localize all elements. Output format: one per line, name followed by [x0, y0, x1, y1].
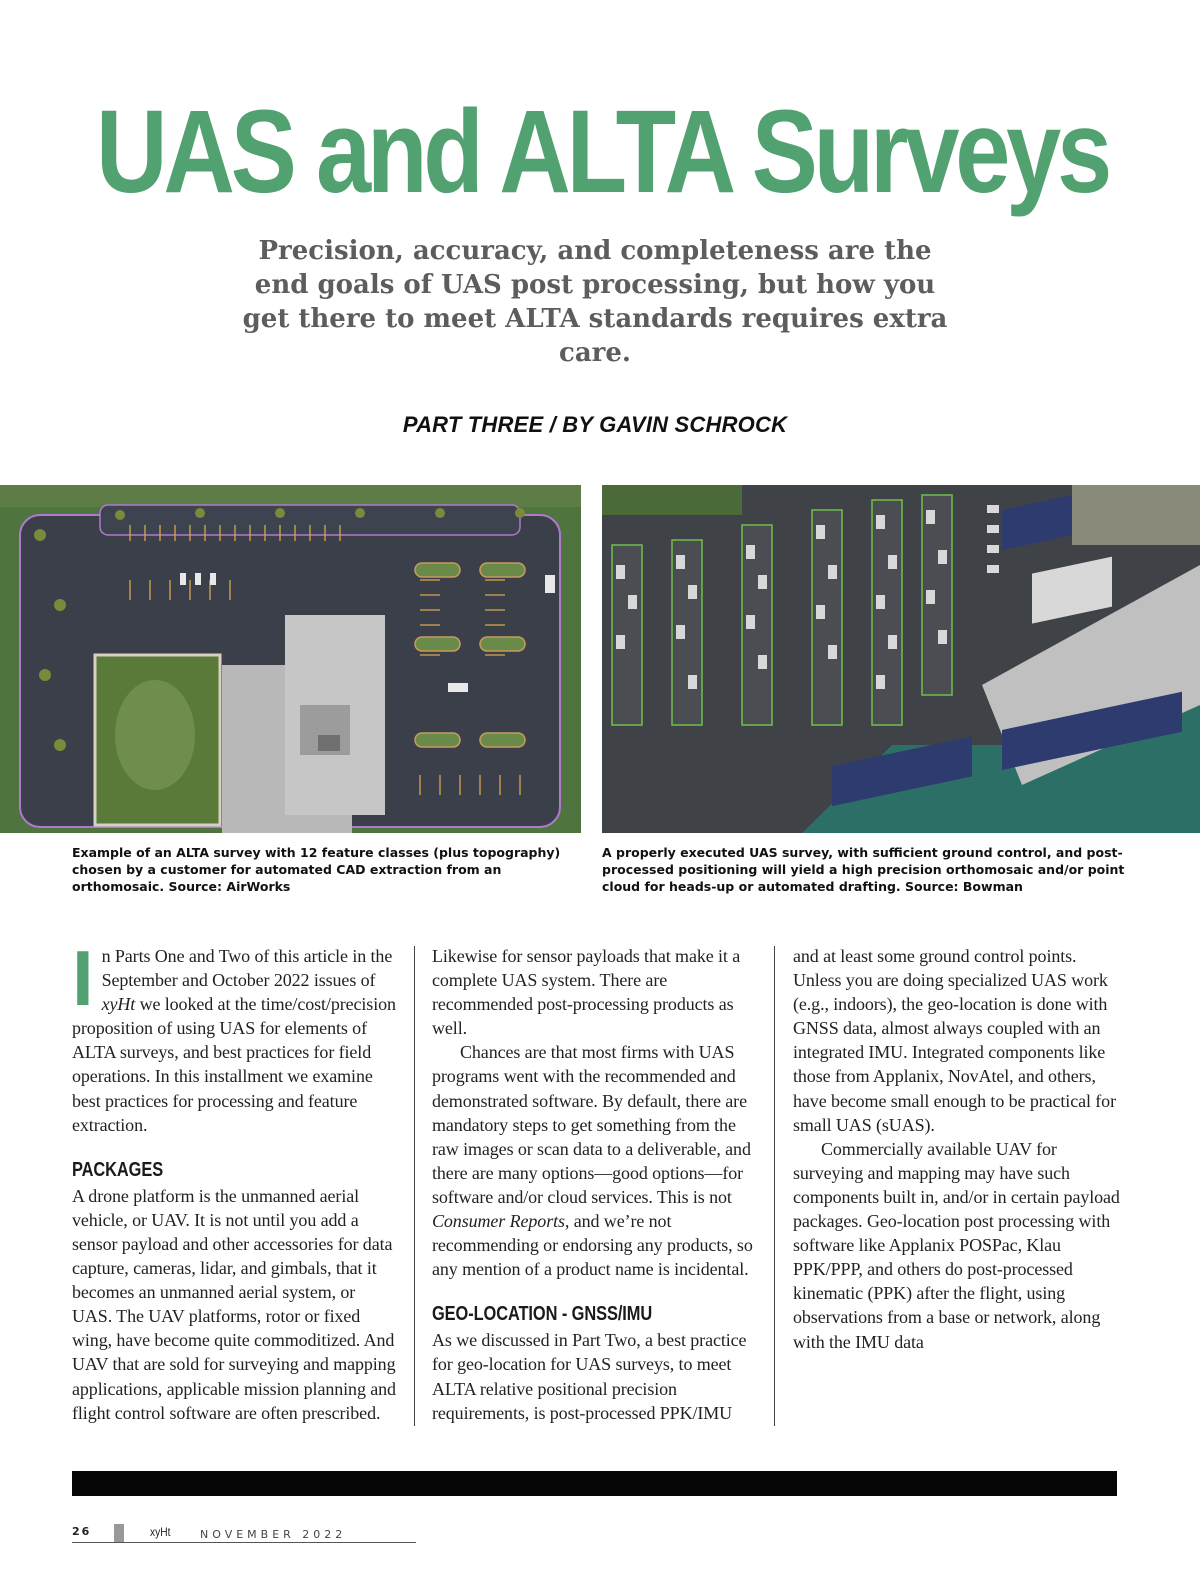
page-number: 26	[72, 1525, 92, 1538]
article-paragraph: Likewise for sensor payloads that make it a complete UAS system. There are recommended post-processing products as well.	[432, 946, 741, 1039]
drop-cap: I	[72, 934, 94, 1022]
folio-magazine: xyHt	[150, 1525, 171, 1539]
magazine-name: xyHt	[101, 994, 136, 1015]
folio-date: NOVEMBER 2022	[200, 1528, 347, 1541]
article-paragraph: and at least some ground control points. Unless you are doing specialized UAS work (e.g., indoors), the geo-location is done with GNSS data, almost always coupled with an integrated IMU. Integrated components like those from Applanix, NovAtel, and others, have become small enough to be practical for small UAS (sUAS).	[793, 946, 1116, 1135]
section-heading-packages: PACKAGES	[72, 1158, 164, 1181]
column-divider	[414, 946, 415, 1426]
article-paragraph: In Parts One and Two of this article in the September and October 2022 issues of xyHt we looked at the time/cost/precision proposition of using UAS for elements of ALTA surveys, and best practices for field operations. In this installment we examine best practices for processing and feature extraction.	[72, 934, 396, 1135]
article-column-1	[72, 934, 398, 1425]
article-paragraph: Commercially available UAV for surveying and mapping may have such components built in, and/or in certain payload packages. Geo-location post processing with software like Applanix POSPac, Klau PPK/PPP, and others do post-processed kinematic (PPK) after the flight, using observations from a base or network, along with the IMU data	[793, 1138, 1120, 1352]
figure-caption-right: A properly executed UAS survey, with sufficient ground control, and post-processed positioning will yield a high precision orthomosaic and/or point cloud for heads-up or automated drafting. Source: Bowman	[602, 845, 1125, 894]
article-paragraph: A drone platform is the unmanned aerial vehicle, or UAV. It is not until you add a sensor payload and other accessories for data capture, cameras, lidar, and gimbals, that it becomes an unmanned aerial system, or UAS. The UAV platforms, rotor or fixed wing, have become quite commoditized. And UAV that are sold for surveying and mapping applications, applicable mission planning and flight control software are often prescribed.	[72, 1185, 396, 1423]
article-column-2	[432, 944, 762, 1425]
folio-marker	[114, 1524, 124, 1543]
article-column-3	[793, 944, 1123, 1354]
figure-caption-left: Example of an ALTA survey with 12 feature classes (plus topography) chosen by a customer for automated CAD extraction from an orthomosaic. Source: AirWorks	[72, 845, 561, 894]
article-paragraph: As we discussed in Part Two, a best practice for geo-location for UAS surveys, to meet ALTA relative positional precision requirements, is post-processed PPK/IMU	[432, 1330, 747, 1423]
article-paragraph: Chances are that most firms with UAS programs went with the recommended and demonstrated software. By default, there are mandatory steps to get something from the raw images or scan data to a deliverable, and there are many options—good options—for software and/or cloud services. This is not Consumer Reports, and we’re not recommending or endorsing any products, so any mention of a product name is incidental.	[432, 1042, 753, 1280]
byline: PART THREE / BY GAVIN SCHROCK	[402, 412, 788, 437]
aerial-photo-orthomosaic	[602, 485, 1200, 833]
aerial-photo-alta-features	[0, 485, 581, 833]
section-heading-geo-location: GEO-LOCATION - GNSS/IMU	[432, 1303, 653, 1326]
footer-bar	[72, 1471, 1117, 1496]
deck-subtitle: Precision, accuracy, and completeness are the end goals of UAS post processing, but how you get there to meet ALTA standards requires extra care.	[242, 236, 948, 368]
folio-rule	[72, 1542, 416, 1543]
page-title: UAS and ALTA Surveys	[96, 86, 1109, 218]
column-divider	[774, 946, 775, 1426]
